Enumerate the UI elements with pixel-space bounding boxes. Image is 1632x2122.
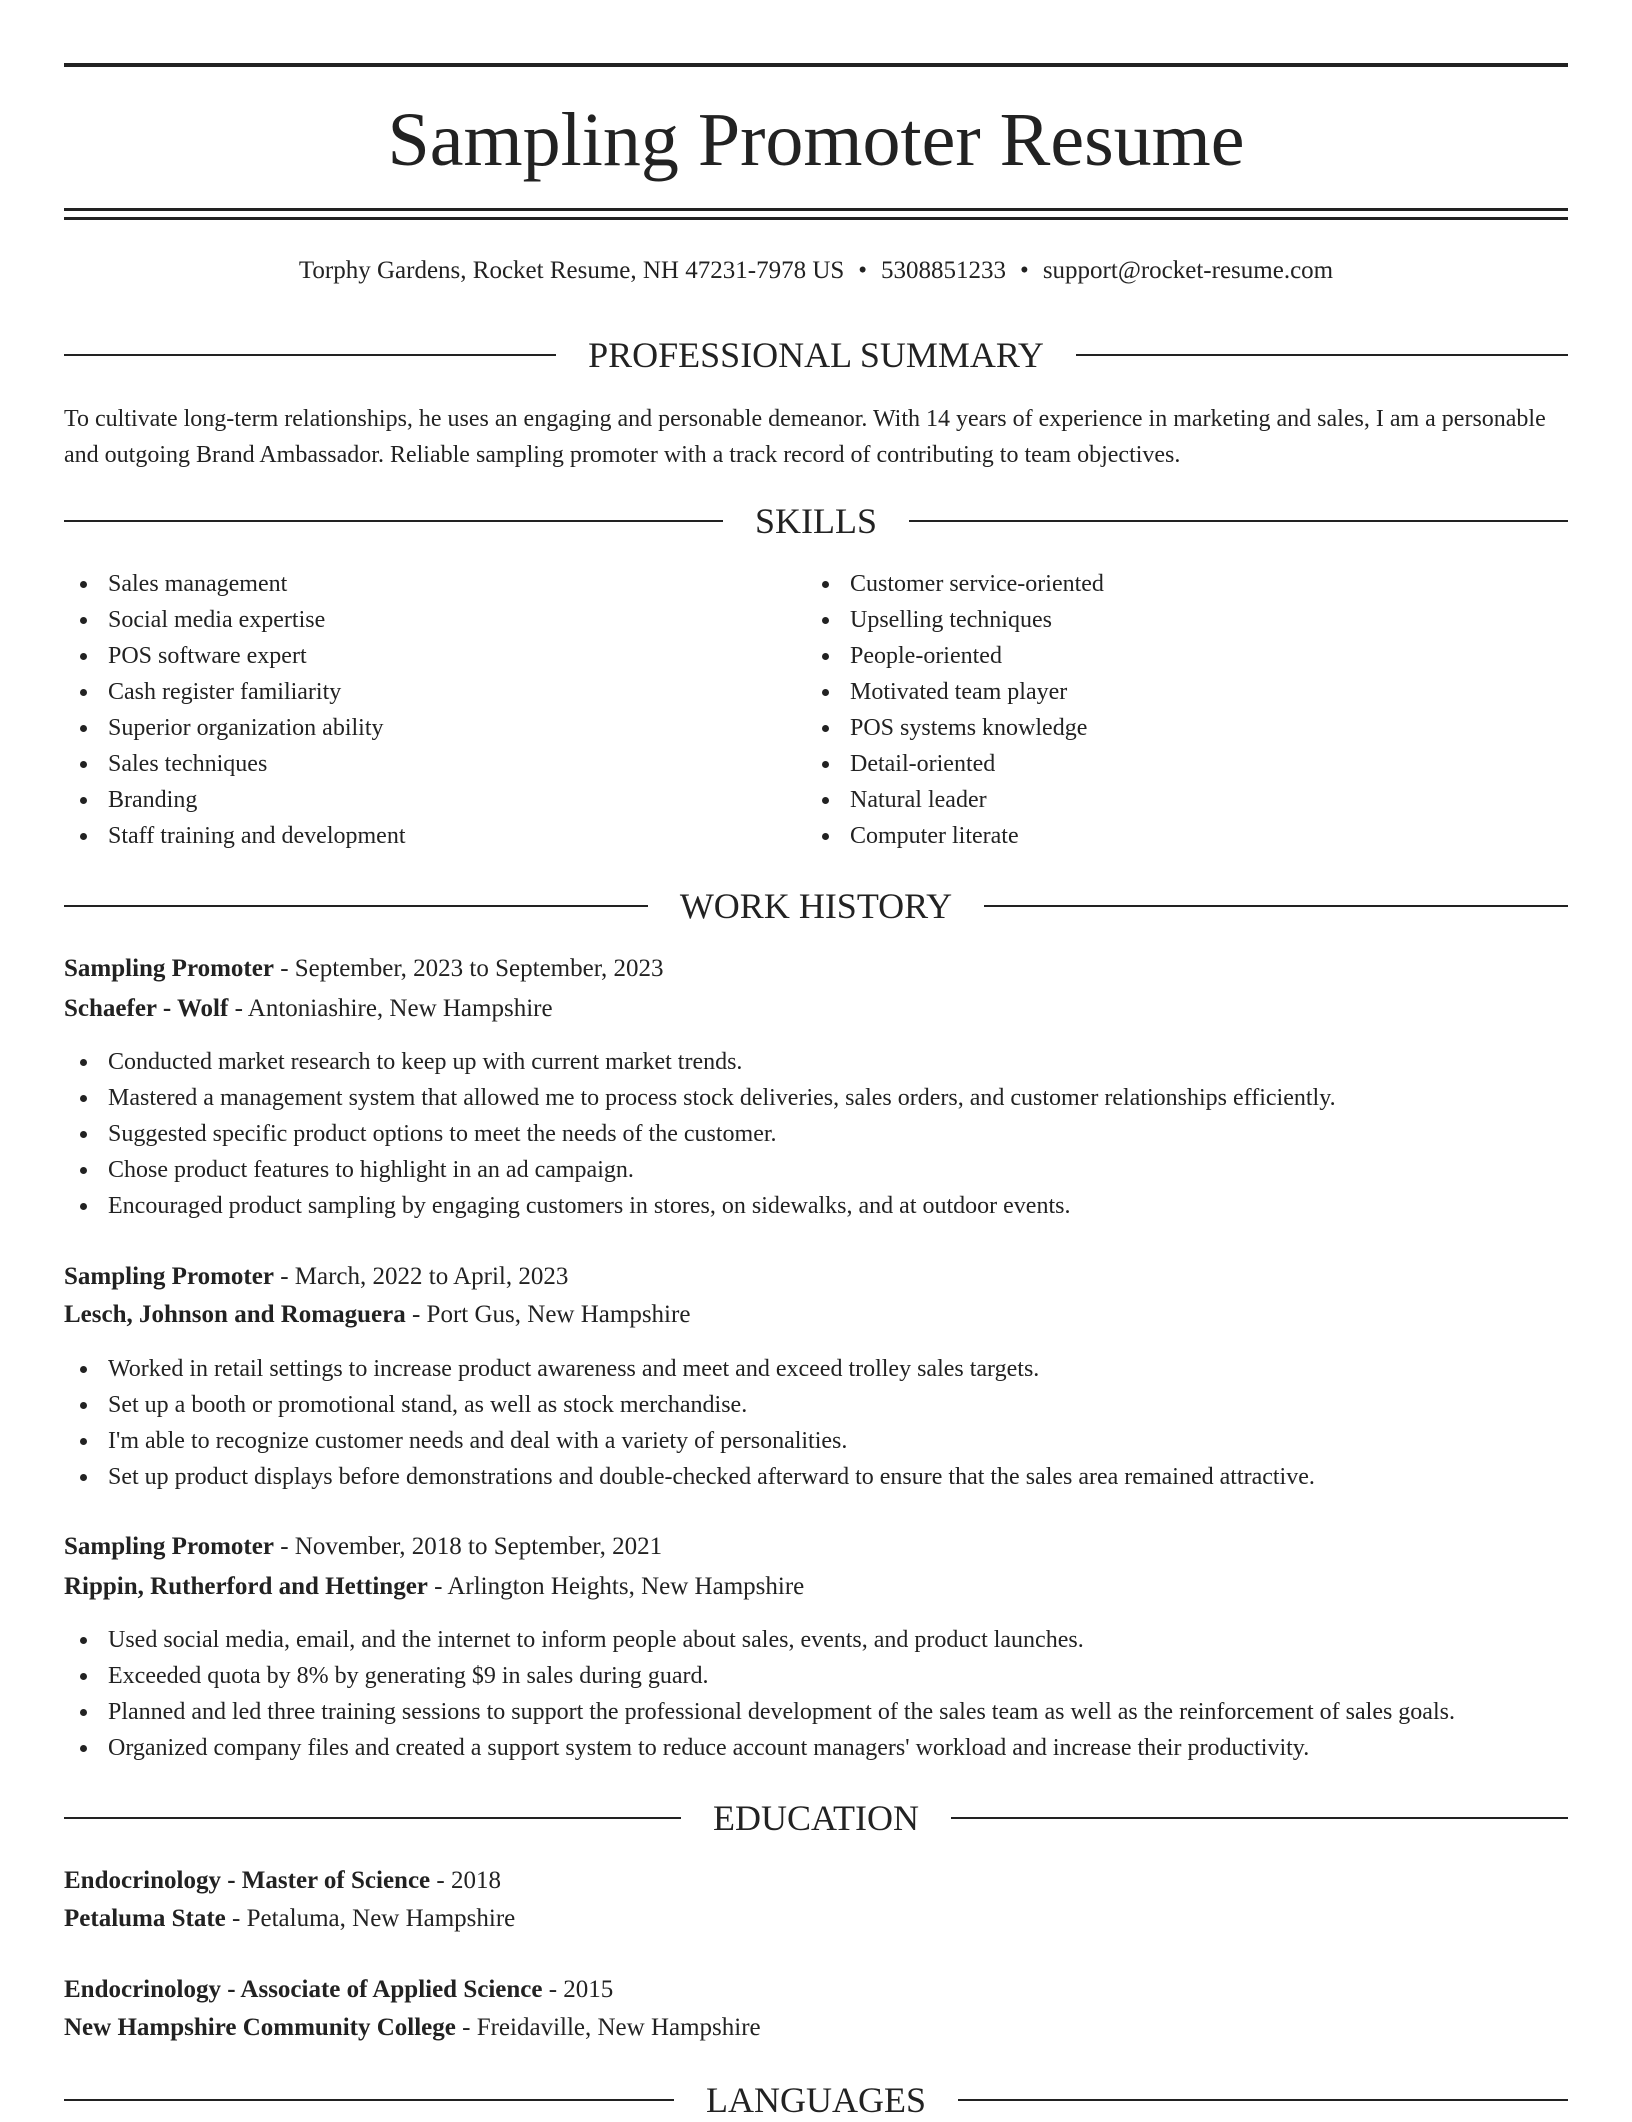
employer-location: - Antoniashire, New Hampshire: [228, 995, 553, 1022]
job-dates: - September, 2023 to September, 2023: [273, 955, 664, 982]
skill-item: People-oriented: [806, 638, 1546, 674]
job-title: Sampling Promoter: [64, 1533, 274, 1560]
section-heading-work: [64, 884, 1568, 928]
heading-rule: [1076, 354, 1568, 356]
section-heading-education: [64, 1796, 1568, 1840]
education-degree-line: [64, 1862, 1568, 1900]
skills-list-left: [64, 566, 804, 854]
section-heading-languages: [64, 2078, 1568, 2122]
heading-rule: [951, 1817, 1568, 1819]
job-bullets: [64, 1351, 1568, 1495]
job-bullets: [64, 1622, 1568, 1766]
top-rule: [64, 63, 1568, 67]
job-bullet: Used social media, email, and the internet to inform people about sales, events, and product launches.: [64, 1622, 1568, 1658]
heading-rule: [984, 905, 1568, 907]
job-bullet: Organized company files and created a support system to reduce account managers' workload and increase their productivity.: [64, 1730, 1568, 1766]
job-bullet: Mastered a management system that allowed me to process stock deliveries, sales orders, and customer relationships efficiently.: [64, 1080, 1568, 1116]
contact-separator: •: [858, 257, 868, 284]
job-bullet: Conducted market research to keep up with current market trends.: [64, 1044, 1568, 1080]
section-title: PROFESSIONAL SUMMARY: [588, 335, 1044, 375]
skill-item: POS systems knowledge: [806, 710, 1546, 746]
skill-item: Branding: [64, 782, 804, 818]
skill-item: Detail-oriented: [806, 746, 1546, 782]
employer-location: - Port Gus, New Hampshire: [405, 1301, 691, 1328]
school-name: Petaluma State: [64, 1905, 226, 1932]
degree-year: - 2015: [542, 1976, 614, 2003]
skill-item: Upselling techniques: [806, 602, 1546, 638]
skill-item: Sales management: [64, 566, 804, 602]
section-heading-skills: [64, 499, 1568, 543]
job-bullet: Planned and led three training sessions to support the professional development of the sales team as well as the reinforcement of sales goals.: [64, 1694, 1568, 1730]
job-dates: - November, 2018 to September, 2021: [273, 1533, 663, 1560]
skill-item: Superior organization ability: [64, 710, 804, 746]
job-bullets: [64, 1044, 1568, 1224]
contact-separator: •: [1020, 257, 1029, 284]
skill-item: Customer service-oriented: [806, 566, 1546, 602]
employer-line: [64, 1296, 1568, 1334]
title-double-rule: [64, 208, 1568, 220]
contact-phone: 5308851233: [881, 257, 1007, 284]
job-dates: - March, 2022 to April, 2023: [273, 1263, 569, 1290]
contact-address: Torphy Gardens, Rocket Resume, NH 47231-7978 US: [298, 257, 845, 284]
section-title: WORK HISTORY: [679, 886, 953, 926]
job-bullet: Exceeded quota by 8% by generating $9 in sales during guard.: [64, 1658, 1568, 1694]
skill-item: POS software expert: [64, 638, 804, 674]
skill-item: Staff training and development: [64, 818, 804, 854]
school-name: New Hampshire Community College: [64, 2014, 456, 2041]
heading-rule: [958, 2099, 1568, 2101]
job-title-line: [64, 950, 1568, 988]
job-bullet: Set up product displays before demonstrations and double-checked afterward to ensure that the sales area remained attractive.: [64, 1459, 1568, 1495]
job-bullet: I'm able to recognize customer needs and deal with a variety of personalities.: [64, 1423, 1568, 1459]
job-title: Sampling Promoter: [64, 955, 274, 982]
employer-name: Schaefer - Wolf: [64, 995, 229, 1022]
job-bullet: Suggested specific product options to meet the needs of the customer.: [64, 1116, 1568, 1152]
heading-rule: [64, 520, 723, 522]
heading-rule: [64, 2099, 674, 2101]
section-heading-summary: [64, 333, 1568, 377]
section-title: SKILLS: [755, 501, 878, 541]
skill-item: Natural leader: [806, 782, 1546, 818]
skill-item: Computer literate: [806, 818, 1546, 854]
summary-text: To cultivate long-term relationships, he uses an engaging and personable demeanor. With 14 years of experience in marketing and sales, I am a personable and outgoing Brand Ambassador. Reliable sampling promoter with a track record of contributing to team objectives.: [64, 406, 1546, 468]
employer-name: Lesch, Johnson and Romaguera: [64, 1301, 406, 1328]
skill-item: Sales techniques: [64, 746, 804, 782]
job-title-line: [64, 1258, 1568, 1296]
employer-location: - Arlington Heights, New Hampshire: [427, 1573, 805, 1600]
degree-name: Endocrinology - Master of Science: [64, 1867, 431, 1894]
heading-rule: [64, 354, 556, 356]
employer-name: Rippin, Rutherford and Hettinger: [64, 1573, 428, 1600]
heading-rule: [64, 1817, 681, 1819]
education-school-line: [64, 1900, 1568, 1938]
employer-line: [64, 1568, 1568, 1606]
section-title: EDUCATION: [713, 1798, 919, 1838]
heading-rule: [909, 520, 1568, 522]
contact-line: [64, 254, 1568, 288]
job-bullet: Set up a booth or promotional stand, as well as stock merchandise.: [64, 1387, 1568, 1423]
job-bullet: Chose product features to highlight in an ad campaign.: [64, 1152, 1568, 1188]
school-location: - Petaluma, New Hampshire: [225, 1905, 516, 1932]
skills-list-right: [806, 566, 1546, 854]
job-title: Sampling Promoter: [64, 1263, 274, 1290]
section-title: LANGUAGES: [706, 2080, 926, 2120]
job-bullet: Worked in retail settings to increase product awareness and meet and exceed trolley sales targets.: [64, 1351, 1568, 1387]
degree-year: - 2018: [430, 1867, 501, 1894]
job-title-line: [64, 1528, 1568, 1566]
skill-item: Motivated team player: [806, 674, 1546, 710]
page-title: Sampling Promoter Resume: [387, 98, 1245, 182]
degree-name: Endocrinology - Associate of Applied Science: [64, 1976, 543, 2003]
contact-email: support@rocket-resume.com: [1042, 257, 1334, 284]
school-location: - Freidaville, New Hampshire: [455, 2014, 761, 2041]
education-school-line: [64, 2009, 1568, 2047]
skill-item: Cash register familiarity: [64, 674, 804, 710]
skill-item: Social media expertise: [64, 602, 804, 638]
heading-rule: [64, 905, 648, 907]
employer-line: [64, 990, 1568, 1028]
education-degree-line: [64, 1971, 1568, 2009]
job-bullet: Encouraged product sampling by engaging customers in stores, on sidewalks, and at outdoor events.: [64, 1188, 1568, 1224]
